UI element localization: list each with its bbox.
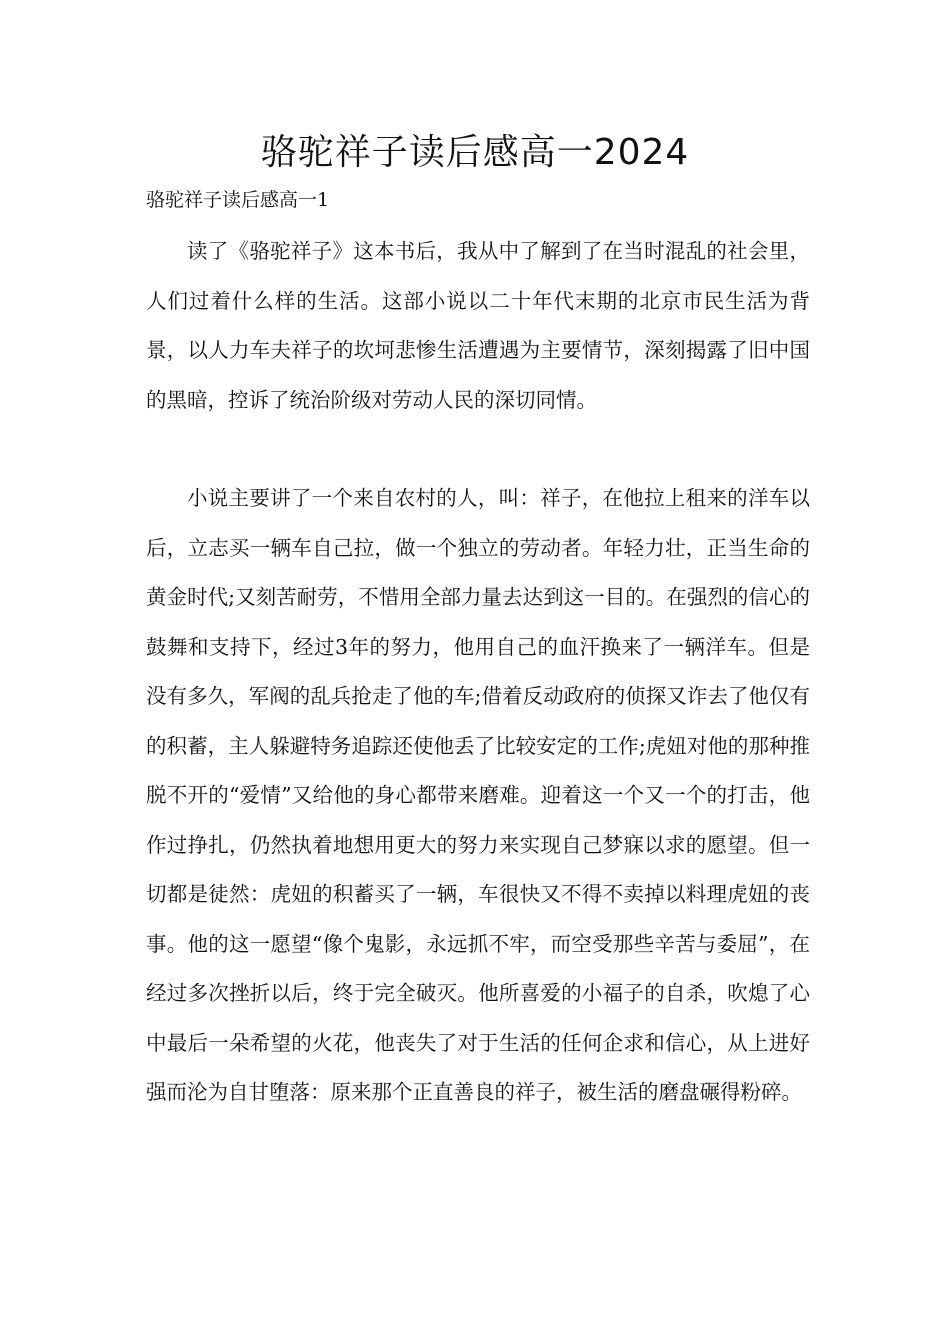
document-subtitle: 骆驼祥子读后感高一1 <box>146 189 330 211</box>
document-title: 骆驼祥子读后感高一2024 <box>260 132 690 173</box>
paragraph-2: 小说主要讲了一个来自农村的人，叫：祥子，在他拉上租来的洋车以后，立志买一辆车自己拉，做一个独立的劳动者。年轻力壮，正当生命的黄金时代;又刻苦耐劳，不惜用全部力量去达到这一目的。在强烈的信心的鼓舞和支持下，经过3年的努力，他用自己的血汗换来了一辆洋车。但是没有多久，军阀的乱兵抢走了他的车;借着反动政府的侦探又诈去了他仅有的积蓄，主人躲避特务追踪还使他丢了比较安定的工作;虎妞对他的那种推脱不开的“爱情”又给他的身心都带来磨难。迎着这一个又一个的打击，他作过挣扎，仍然执着地想用更大的努力来实现自己梦寐以求的愿望。但一切都是徒然：虎妞的积蓄买了一辆，车很快又不得不卖掉以料理虎妞的丧事。他的这一愿望“像个鬼影，永远抓不牢，而空受那些辛苦与委屈”，在经过多次挫折以后，终于完全破灭。他所喜爱的小福子的自杀，吹熄了心中最后一朵希望的火花，他丧失了对于生活的任何企求和信心，从上进好强而沦为自甘堕落：原来那个正直善良的祥子，被生活的磨盘碾得粉碎。 <box>146 486 810 1104</box>
paragraph-1: 读了《骆驼祥子》这本书后，我从中了解到了在当时混乱的社会里，人们过着什么样的生活。这部小说以二十年代末期的北京市民生活为背景，以人力车夫祥子的坎坷悲惨生活遭遇为主要情节，深刻揭露了旧中国的黑暗，控诉了统治阶级对劳动人民的深切同情。 <box>146 239 810 412</box>
